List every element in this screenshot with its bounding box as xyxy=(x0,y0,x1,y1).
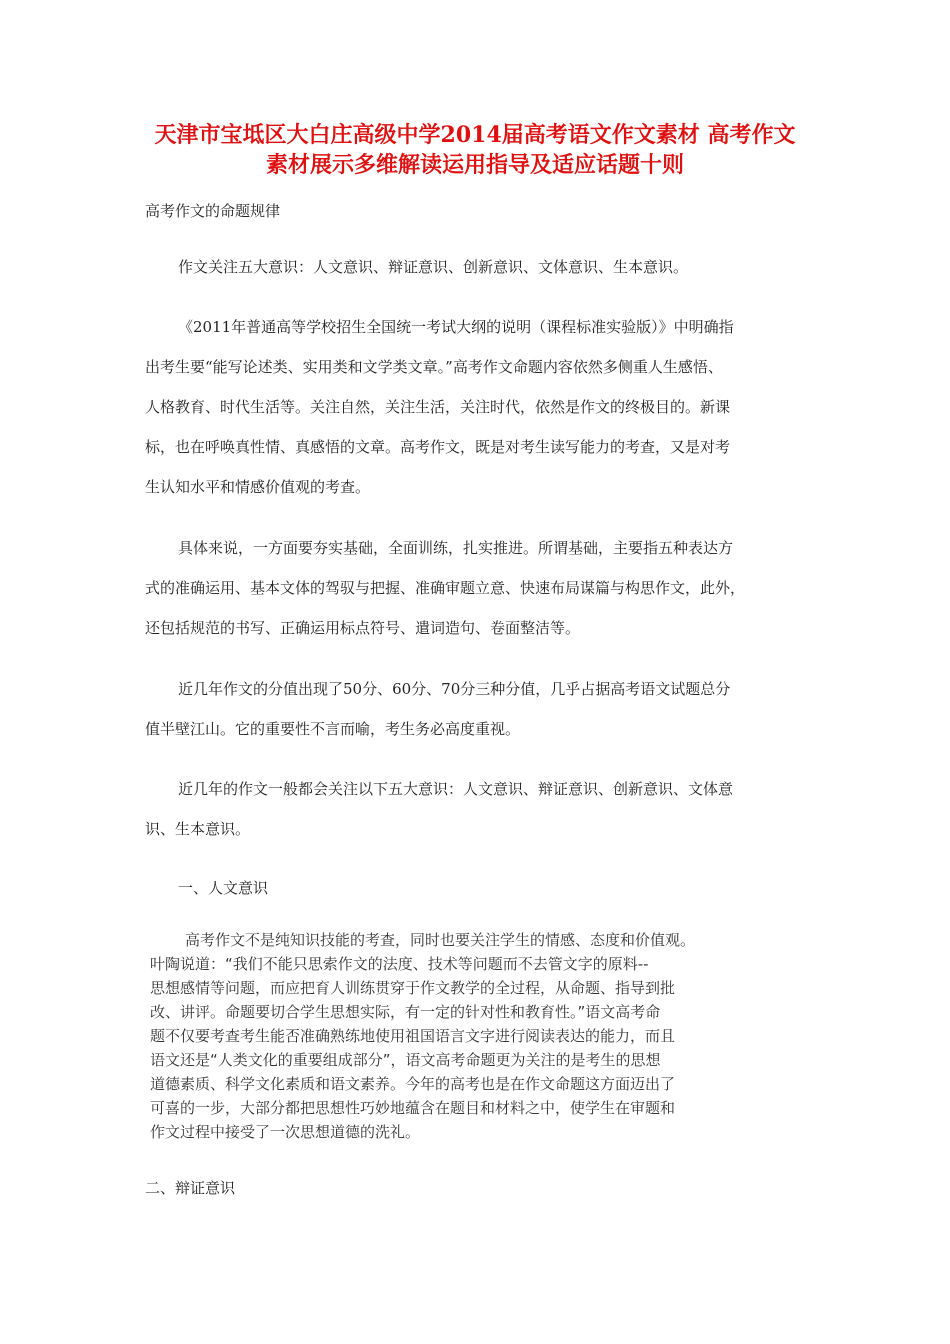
text-line: 具体来说，一方面要夯实基础，全面训练，扎实推进。所谓基础，主要指五种表达方 xyxy=(178,539,734,557)
paragraph-basics xyxy=(145,528,815,648)
text-line: 出考生要“能写论述类、实用类和文学类文章。”高考作文命题内容依然多侧重人生感悟、 xyxy=(145,358,723,376)
text-line: 人格教育、时代生活等。关注自然，关注生活，关注时代，依然是作文的终极目的。新课 xyxy=(145,398,731,416)
scanned-line: 叶陶说道：“我们不能只思索作文的法度、技术等问题而不去管文字的原料-- xyxy=(150,955,649,973)
text-line: 识、生本意识。 xyxy=(145,820,251,838)
scanned-line: 改、讲评。命题要切合学生思想实际，有一定的针对性和教育性。”语文高考命 xyxy=(150,1003,661,1021)
text-line: 标，也在呼唤真性情、真感悟的文章。高考作文，既是对考生读写能力的考查，又是对考 xyxy=(145,438,731,456)
text-line: 近几年的作文一般都会关注以下五大意识：人文意识、辩证意识、创新意识、文体意 xyxy=(178,780,734,798)
scanned-text-block xyxy=(150,928,800,1144)
scanned-line: 作文过程中接受了一次思想道德的洗礼。 xyxy=(150,1123,421,1141)
section-heading: 高考作文的命题规律 xyxy=(145,202,281,220)
intro-paragraph xyxy=(145,247,815,287)
scanned-line: 高考作文不是纯知识技能的考查，同时也要关注学生的情感、态度和价值观。 xyxy=(185,931,696,949)
intro-line: 作文关注五大意识：人文意识、辩证意识、创新意识、文体意识、生本意识。 xyxy=(178,258,689,276)
title-line-1: 天津市宝坻区大白庄高级中学2014届高考语文作文素材 高考作文 xyxy=(154,122,796,148)
title-line-2: 素材展示多维解读运用指导及适应话题十则 xyxy=(265,152,684,178)
text-line: 还包括规范的书写、正确运用标点符号、遣词造句、卷面整洁等。 xyxy=(145,619,581,637)
text-line: 式的准确运用、基本文体的驾驭与把握、准确审题立意、快速布局谋篇与构思作文，此外， xyxy=(145,579,746,597)
text-line: 近几年作文的分值出现了50分、60分、70分三种分值，几乎占据高考语文试题总分 xyxy=(178,680,731,698)
paragraph-five-awareness xyxy=(145,769,815,849)
text-line: 《2011年普通高等学校招生全国统一考试大纲的说明（课程标准实验版）》中明确指 xyxy=(178,318,734,336)
subheading-dialectical: 二、辩证意识 xyxy=(145,1179,236,1197)
paragraph-scores xyxy=(145,669,815,749)
scanned-line: 题不仅要考查考生能否准确熟练地使用祖国语言文字进行阅读表达的能力，而且 xyxy=(150,1027,676,1045)
scanned-line: 道德素质、科学文化素质和语文素养。今年的高考也是在作文命题这方面迈出了 xyxy=(150,1075,676,1093)
scanned-line: 思想感情等问题，而应把育人训练贯穿于作文教学的全过程，从命题、指导到批 xyxy=(150,979,676,997)
scanned-line: 可喜的一步，大部分都把思想性巧妙地蕴含在题目和材料之中，使学生在审题和 xyxy=(150,1099,676,1117)
text-line: 生认知水平和情感价值观的考查。 xyxy=(145,478,371,496)
scanned-line: 语文还是“人类文化的重要组成部分”，语文高考命题更为关注的是考生的思想 xyxy=(150,1051,661,1069)
text-line: 值半壁江山。它的重要性不言而喻，考生务必高度重视。 xyxy=(145,720,521,738)
document-title xyxy=(110,120,840,180)
paragraph-exam-outline xyxy=(145,307,815,507)
subheading-humanistic: 一、人文意识 xyxy=(178,879,269,897)
